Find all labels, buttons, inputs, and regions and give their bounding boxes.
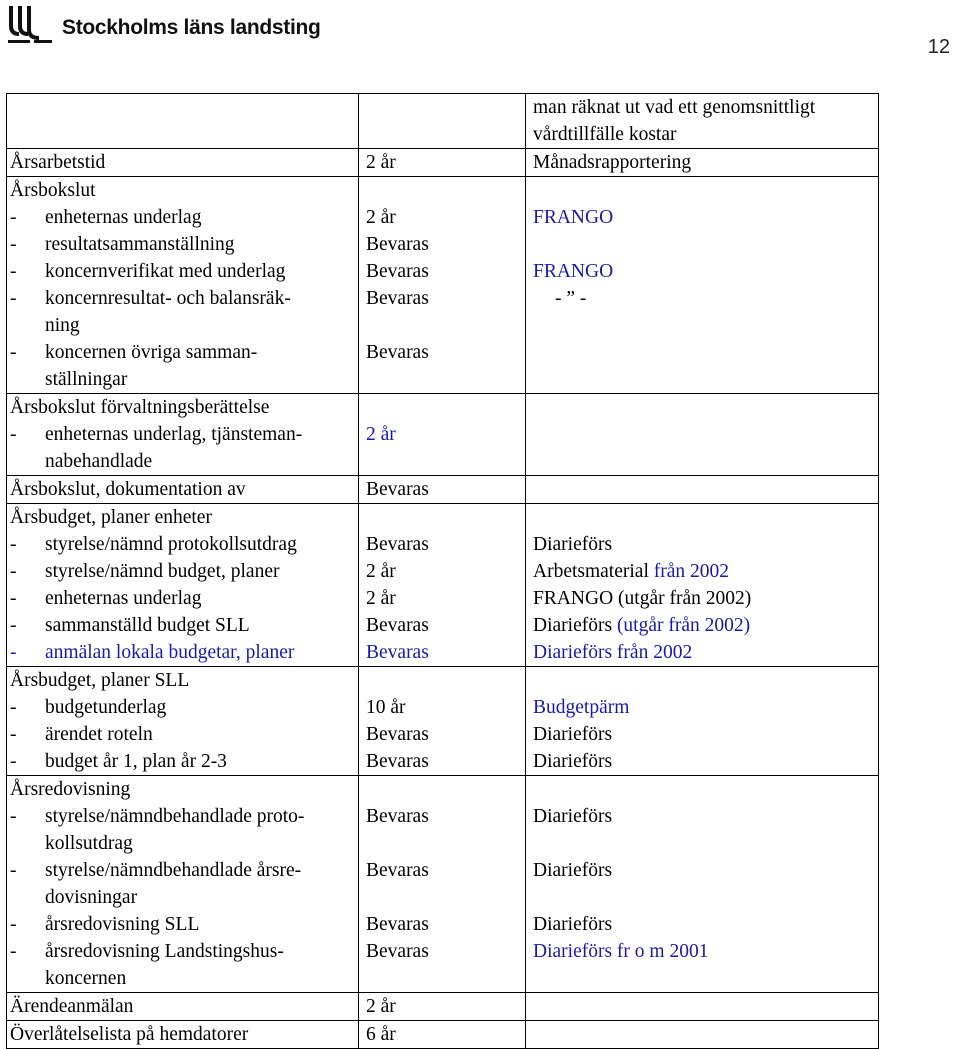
retention-period: Bevaras (366, 288, 429, 309)
sub-item: resultatsammanställning (45, 234, 235, 255)
retention-period: Bevaras (366, 751, 429, 772)
handling-note: Diarieförs (533, 751, 613, 772)
sub-item: styrelse/nämndbehandlade årsre- (45, 860, 302, 881)
row-heading: Årsbudget, planer enheter (10, 507, 212, 528)
table-row (7, 993, 879, 1021)
sub-item: sammanställd budget SLL (45, 615, 250, 636)
sub-item: anmälan lokala budgetar, planer (45, 642, 295, 663)
sub-item: ärendet roteln (45, 724, 153, 745)
retention-period: Bevaras (366, 342, 429, 363)
handling-note: Diarieförs (533, 724, 613, 745)
retention-period: 2 år (366, 588, 396, 609)
handling-note: Diarieförs (533, 806, 613, 827)
table-row (7, 149, 879, 177)
table-row: Årsredovisning - styrelse/nämndbehandlade proto- kollsutdrag - styrelse/nämndbehandlade årsre- dovisningar - årsredovisning SLL - årsredovisning Landstingshus- koncernen Bevaras Bevaras Bevaras Bevaras Diarieförs Diarieförs Diarieförs Diarieförs fr o m 2001 (7, 776, 879, 993)
retention-period: 2 år (366, 207, 396, 228)
sub-item-cont: kollsutdrag (45, 833, 133, 854)
table-row (7, 94, 879, 149)
table-row (7, 1021, 879, 1049)
page-header (0, 0, 960, 60)
retention-period: Bevaras (366, 234, 429, 255)
retention-period: 2 år (366, 424, 396, 445)
sub-item: koncernverifikat med underlag (45, 261, 286, 282)
retention-table (6, 93, 879, 1049)
retention-period: Bevaras (366, 261, 429, 282)
retention-period: Bevaras (366, 860, 429, 881)
sub-item: koncernresultat- och balansräk- (45, 288, 291, 309)
row-heading: Årsarbetstid (10, 152, 106, 173)
handling-note: Diarieförs (533, 914, 613, 935)
sub-item: enheternas underlag (45, 588, 202, 609)
sub-item: styrelse/nämnd protokollsutdrag (45, 534, 297, 555)
sub-item-cont: nabehandlade (45, 451, 153, 472)
handling-note: Diarieförs (533, 860, 613, 881)
retention-period: Bevaras (366, 806, 429, 827)
row-heading: Överlåtelselista på hemdatorer (10, 1024, 249, 1045)
retention-period: 10 år (366, 697, 406, 718)
sub-item: budget år 1, plan år 2-3 (45, 751, 227, 772)
sub-item: styrelse/nämndbehandlade proto- (45, 806, 305, 827)
retention-period: Bevaras (366, 724, 429, 745)
handling-note: Budgetpärm (533, 697, 630, 718)
retention-period: Bevaras (366, 534, 429, 555)
row-heading: Årsredovisning (10, 779, 131, 800)
retention-period: 6 år (366, 1024, 396, 1045)
table-row (7, 476, 879, 504)
sub-item: budgetunderlag (45, 697, 167, 718)
handling-note: FRANGO (utgår från 2002) (533, 588, 752, 609)
table-row: Årsbokslut förvaltningsberättelse - enheternas underlag, tjänsteman- nabehandlade 2 år (7, 394, 879, 476)
sub-item-cont: ställningar (45, 369, 128, 390)
table-row: Årsbudget, planer enheter - styrelse/nämnd protokollsutdrag - styrelse/nämnd budget, planer - enheternas underlag - sammanställd budget SLL - anmälan lokala budgetar, planer Bevaras 2 år 2 år Bevaras Bevaras Diarieförs Arbetsmaterial från 2002 FRANGO (utgår från 2002) Diarieförs (utgår från 2002) Diarieförs från 2002 (7, 504, 879, 667)
row-heading: Årsbokslut förvaltningsberättelse (10, 397, 270, 418)
cell-text: man räknat ut vad ett genomsnittligt (533, 97, 816, 118)
row-heading: Årsbudget, planer SLL (10, 670, 190, 691)
retention-period: Bevaras (366, 615, 429, 636)
sll-logo-icon (6, 4, 54, 44)
page-number: 12 (927, 36, 950, 58)
sub-item: koncernen övriga samman- (45, 342, 258, 363)
handling-note: Diarieförs (533, 534, 613, 555)
cell-text: vårdtillfälle kostar (533, 124, 677, 145)
retention-period: 2 år (366, 152, 396, 173)
sub-item-cont: koncernen (45, 968, 127, 989)
row-heading: Årsbokslut (10, 180, 96, 201)
handling-note: Diarieförs fr o m 2001 (533, 941, 709, 962)
retention-period: Bevaras (366, 941, 429, 962)
retention-period: Bevaras (366, 479, 429, 500)
sub-item-cont: ning (45, 315, 80, 336)
retention-period: 2 år (366, 561, 396, 582)
sub-item: styrelse/nämnd budget, planer (45, 561, 280, 582)
row-heading: Årsbokslut, dokumentation av (10, 479, 246, 500)
handling-note: Arbetsmaterial (533, 561, 649, 582)
retention-period: Bevaras (366, 642, 429, 663)
handling-note-added: (utgår från 2002) (616, 615, 751, 636)
handling-note: Månadsrapportering (533, 152, 692, 173)
sub-item-cont: dovisningar (45, 887, 138, 908)
handling-note: FRANGO (533, 261, 614, 282)
sub-item: årsredovisning SLL (45, 914, 200, 935)
ditto-mark: - ” - (555, 288, 587, 309)
row-heading: Ärendeanmälan (10, 996, 134, 1017)
table-row: Årsbokslut - enheternas underlag - resultatsammanställning - koncernverifikat med underlag - koncernresultat- och balansräk- ning - koncernen övriga samman- ställningar 2 år Bevaras Bevaras Bevaras Bevaras FRANGO FRANGO - ” - (7, 177, 879, 394)
handling-note-added: från 2002 (653, 561, 730, 582)
sub-item: årsredovisning Landstingshus- (45, 941, 284, 962)
handling-note: Diarieförs från 2002 (533, 642, 693, 663)
table-row: Årsbudget, planer SLL - budgetunderlag - ärendet roteln - budget år 1, plan år 2-3 10 år Bevaras Bevaras Budgetpärm Diarieförs Diarieförs (7, 667, 879, 776)
organization-name: Stockholms läns landsting (62, 16, 321, 39)
retention-period: Bevaras (366, 914, 429, 935)
handling-note: Diarieförs (533, 615, 613, 636)
retention-period: 2 år (366, 996, 396, 1017)
sub-item: enheternas underlag (45, 207, 202, 228)
handling-note: FRANGO (533, 207, 614, 228)
sub-item: enheternas underlag, tjänsteman- (45, 424, 303, 445)
